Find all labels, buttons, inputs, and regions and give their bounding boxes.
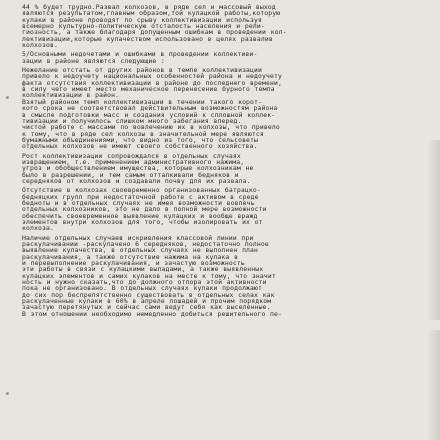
text-line: являются результатом,главным образом,той кулацкой работы,которую xyxy=(22,9,281,18)
text-line: В этом отношении необходимо немедленно добиться решительного пе- xyxy=(22,309,283,318)
text-line: 44 % будет трудно.Развал колхозов, в ряде сел и массовый выход xyxy=(22,3,276,11)
text-line: тивизации и получилось слишком много забегания вперед. xyxy=(22,116,242,125)
text-line: коллективизации в район. xyxy=(22,91,120,100)
text-line: эти работы в связи с кулацкими выпадами, а также выявленных xyxy=(22,265,264,274)
text-line: колхозов. xyxy=(22,41,58,50)
text-line: Взятый районом темп коллективизации в течении такого корот- xyxy=(22,97,263,106)
text-line: зации в районе являются следующие : xyxy=(22,56,165,65)
text-line: Отсутствие в колхозах своевременно организованных батрацко- xyxy=(22,186,261,195)
text-line: Нежелание отстать от других районов в темпе коллективизации xyxy=(22,66,263,75)
paper-stain xyxy=(428,140,440,320)
text-line: гиозность, а также благодаря допущенным ошибкам в проведении кол- xyxy=(22,28,287,37)
text-line: выявление кулачества, в отдельных случаях не выполнен план xyxy=(22,246,259,255)
text-line: элементов внутри колхозов для того, чтобы изолировать их от xyxy=(22,218,263,226)
typewritten-body xyxy=(22,4,422,317)
text-line: чистой работе с массами по вовлечению их в колхозы, что привело xyxy=(22,123,280,132)
text-line: и перевыполнение раскулачивания, и зачастую возможность xyxy=(22,259,245,268)
text-line: пока не организовано. В отдельных случаях кулаки продолжают xyxy=(22,284,263,293)
text-line: середняков от колхозов и создавали почву для их развала. xyxy=(22,176,251,185)
text-line: угроз и обобществлением имущества, которые колхозникам не xyxy=(22,164,254,173)
text-line: бедняцких групп при недостаточной работе с активом в среде xyxy=(22,192,259,201)
binding-hole xyxy=(6,392,9,395)
text-line: всемерно культурно-политическую отсталость населения и рели- xyxy=(22,22,265,31)
text-line: кого срока не соответствовал действительным возможностям района xyxy=(22,104,278,113)
text-line: привело к недоучету национальных особенностей района и недоучету xyxy=(22,72,283,81)
text-line: бедноты и в отдельных случаях не имея возможности вовлечь xyxy=(22,198,255,207)
binding-hole xyxy=(6,96,9,99)
text-line: раскулаченные кулаки в 60% в апреле лошадей и прочим порядком xyxy=(22,297,272,306)
text-line: зачастую перетянутых и сейчас сами ведут себя как выселенные. xyxy=(22,303,271,312)
text-line: отдельных колхозников, это не дало в полной мере возможности xyxy=(22,205,267,214)
text-line: лективизации,которые кулачеством использовано в целях развалив xyxy=(22,34,273,43)
text-line: раскулачивания, а также отсутствие нажима на кулака в xyxy=(22,252,239,261)
text-line: колхоза. xyxy=(22,224,54,233)
text-line: кулаки в районе проводят по срыву коллективизации используя xyxy=(22,15,263,24)
text-line: 5/Основными недочетами и ошибками в проведении коллективи- xyxy=(22,50,258,59)
text-line: в силу чего имеет место механическое перенесение бурного темпа xyxy=(22,85,275,94)
text-line: отдельных колхозов не имеют своего собственного хозяйства. xyxy=(22,142,258,151)
text-line: факта отсутствия коллективизации в районе до последнего времени, xyxy=(22,78,283,87)
text-line: извращением, т.е. применением административного нажима, xyxy=(22,157,245,166)
paper-stain xyxy=(428,330,440,440)
text-line: кулацких элементов и самих кулаков на месте к тому, что значит xyxy=(22,271,276,280)
text-line: бумажными объединениями, что видно из того, что сельсоветы xyxy=(22,135,259,144)
text-line: Рост коллективизации сопровождался в отдельных случаях xyxy=(22,151,241,160)
text-line: до сих пор беспрепятственно существовать в отдельных селах как xyxy=(22,290,275,299)
text-line: к тому, что в ряде сел колхозы в значительной мере являются xyxy=(22,129,264,138)
text-line: раскулачивании -раскулачено 6 середняков, недостаточно полное xyxy=(22,240,269,249)
text-line: было в разрешении, и тем самым отталкивали бедняков и xyxy=(22,170,239,179)
text-line: Наличие отдельных случаев искривления классовой линии при xyxy=(22,233,254,242)
text-line: ность и нужно сказать,что до должного отпора этой активности xyxy=(22,278,267,287)
text-line: обеспечить своевременное выявление кулацких и вообще вражд xyxy=(22,211,258,220)
text-line: в смысле подготовки масс и создания условий к сплошной коллек- xyxy=(22,110,276,119)
